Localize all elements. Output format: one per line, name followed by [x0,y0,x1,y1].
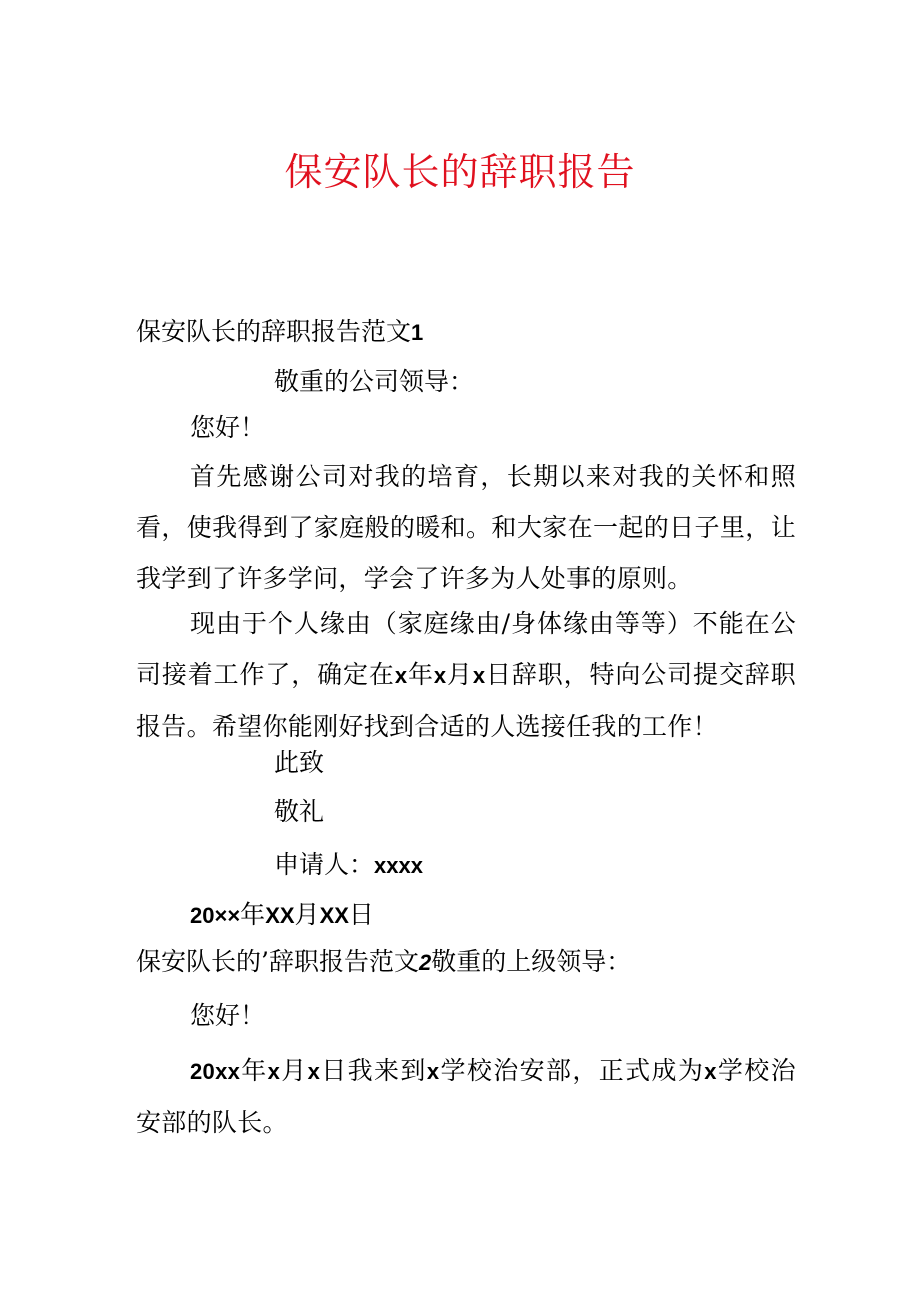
letter2-greeting: 您好！ [190,1001,266,1030]
date-year: 20×× [190,903,241,928]
letter1-paragraph-1: 首先感谢公司对我的培育，长期以来对我的关怀和照看，使我得到了家庭般的暖和。和大家在一起的日子里，让我学到了许多学问，学会了许多为人处事的原则。 [136,462,796,593]
date-month-char: 月 [294,900,320,929]
letter1-heading-text: 保安队长的辞职报告范文 [136,317,412,346]
l2-x-school-2: x [704,1059,717,1084]
letter1-greeting: 您好！ [190,413,266,442]
letter2-heading-text: 保安队长的’辞职报告范文 [136,947,419,976]
l2-part3: 学校治安部的队长。 [136,1056,796,1137]
applicant-line [274,848,423,883]
l2-year: 20xx [190,1059,241,1084]
letter1-heading-number: 1 [411,320,424,345]
year-char: 年 [407,660,434,689]
document-title: 保安队长的辞职报告 [284,150,636,194]
l2-month-char: 月 [280,1056,308,1085]
l2-x-day: x [307,1059,321,1084]
letter2-paragraph-1 [136,1045,796,1148]
date-x-day: x [472,663,486,688]
l2-x-school-1: x [426,1059,440,1084]
date-day-char: 日 [348,900,374,929]
date-day: XX [319,903,349,928]
closing-line-2: 敬礼 [274,797,325,826]
l2-x-month: x [267,1059,281,1084]
closing-line-1: 此致 [274,748,325,777]
date-x-month: x [433,663,447,688]
month-char: 月 [446,660,473,689]
letter1-paragraph-2-part2: 日辞职，特向公司提交辞职报告。希望你能刚好找到合适的人选接任我的工作！ [136,660,796,741]
date-month: XX [265,903,295,928]
applicant-label: 申请人： [274,850,375,879]
l2-part2: 学校治安部，正式成为 [439,1056,705,1085]
letter1-heading [136,315,423,350]
l2-year-char: 年 [240,1056,268,1085]
letter1-paragraph-2 [136,598,796,752]
letter1-paragraph-2-part1: 现由于个人缘由（家庭缘由/身体缘由等等）不能在公司接着工作了，确定在 [136,609,796,689]
date-year-char: 年 [240,900,266,929]
date-x-year: x [394,663,408,688]
letter2-salutation: 敬重的上级领导： [431,947,632,976]
l2-part1: 日我来到 [320,1056,427,1085]
letter2-heading [136,945,631,980]
letter1-salutation: 敬重的公司领导： [274,367,475,396]
letter1-date [190,898,374,933]
applicant-name: xxxx [374,853,423,878]
letter2-heading-number: 2 [418,950,432,975]
